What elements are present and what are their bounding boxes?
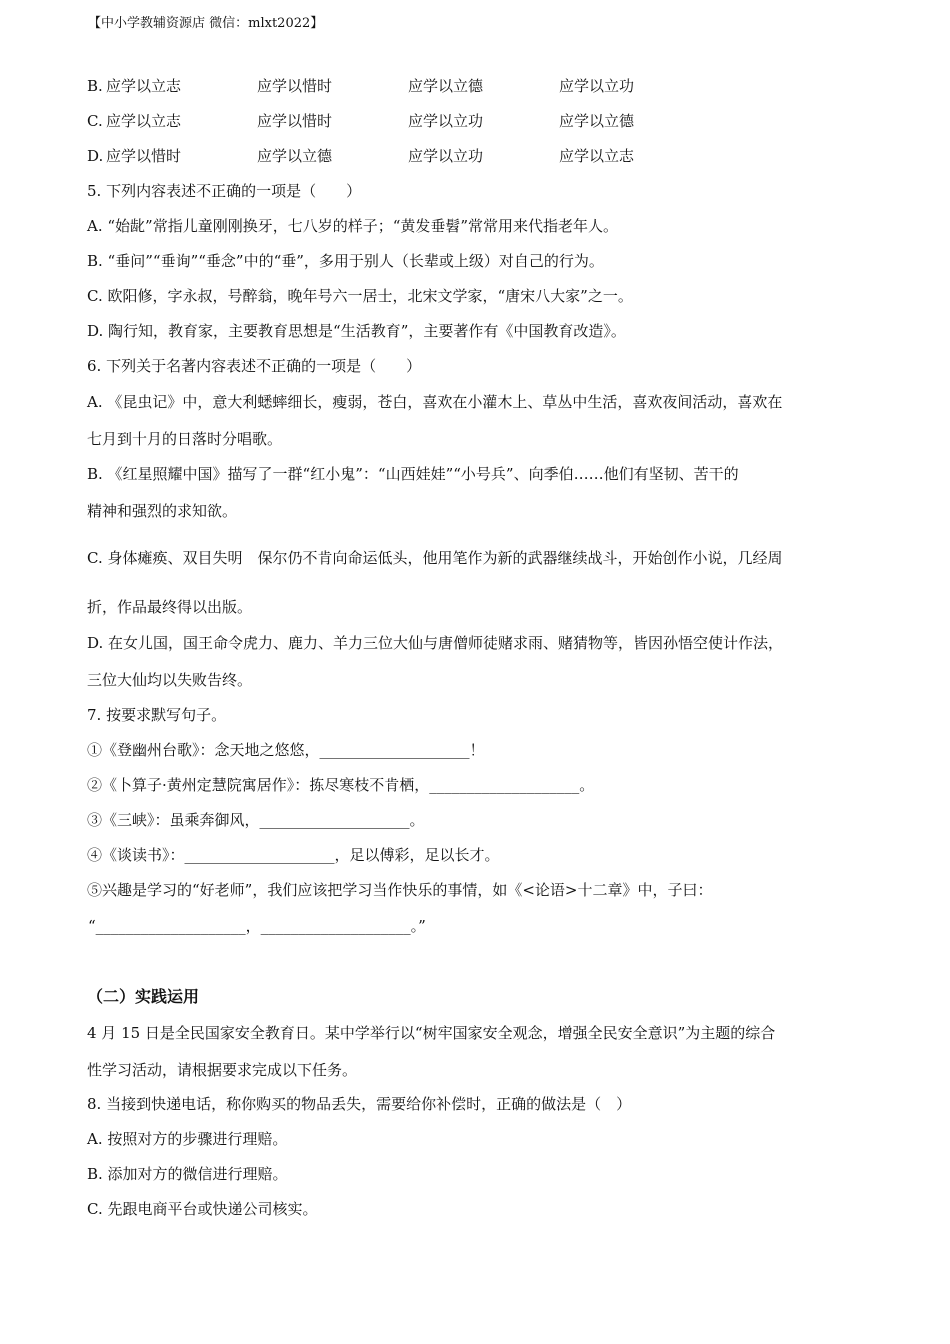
q7-line-3: ③《三峡》：虽乘奔御风，____________________。: [87, 811, 425, 829]
q8-option-c: C. 先跟电商平台或快递公司核实。: [87, 1200, 318, 1218]
q6-option-a-line2: 七月到十月的日落时分唱歌。: [87, 430, 283, 448]
option-item: 应学以立德: [408, 77, 484, 95]
q6-option-d-line2: 三位大仙均以失败告终。: [87, 671, 253, 689]
q7-stem: 7. 按要求默写句子。: [87, 706, 227, 724]
q6-option-a-line1: A. 《昆虫记》中，意大利蟋蟀细长，瘦弱，苍白，喜欢在小灌木上、草丛中生活，喜欢夜间活动，喜欢在: [87, 393, 783, 411]
option-item: 应学以惜时: [257, 77, 333, 95]
option-item: 应学以立德: [559, 112, 635, 130]
q5-option-b: B. “垂问”“垂询”“垂念”中的“垂”，多用于别人（长辈或上级）对自己的行为。: [87, 252, 604, 270]
q6-option-d-line1: D. 在女儿国，国王命令虎力、鹿力、羊力三位大仙与唐僧师徒赌求雨、赌猜物等，皆因孙悟空使计作法，: [87, 634, 784, 652]
section-title: （二）实践运用: [87, 987, 200, 1006]
q6-option-c-line2: 折，作品最终得以出版。: [87, 598, 253, 616]
q7-line-4: ④《谈读书》：____________________，足以傅彩，足以长才。: [87, 846, 500, 864]
option-label: C.: [87, 112, 103, 130]
q6-option-c-line1: C. 身体瘫痪、双目失明 保尔仍不肯向命运低头，他用笔作为新的武器继续战斗，开始创作小说，几经周: [87, 549, 783, 567]
option-label: B.: [87, 77, 103, 95]
q7-line-6: “____________________，____________________。”: [88, 917, 426, 935]
option-item: 应学以立志: [106, 112, 182, 130]
q8-stem: 8. 当接到快递电话，称你购买的物品丢失，需要给你补偿时，正确的做法是（ ）: [87, 1095, 632, 1113]
option-label: D.: [87, 147, 104, 165]
option-item: 应学以立功: [559, 77, 635, 95]
section-intro-line1: 4 月 15 日是全民国家安全教育日。某中学举行以“树牢国家安全观念，增强全民安全意识”为主题的综合: [87, 1024, 776, 1042]
q5-option-c: C. 欧阳修，字永叔，号醉翁，晚年号六一居士，北宋文学家，“唐宋八大家”之一。: [87, 287, 633, 305]
q6-option-b-line2: 精神和强烈的求知欲。: [87, 502, 238, 520]
option-item: 应学以惜时: [257, 112, 333, 130]
option-item: 应学以惜时: [106, 147, 182, 165]
page-header-watermark: 【中小学教辅资源店 微信：mlxt2022】: [88, 16, 324, 31]
option-item: 应学以立志: [559, 147, 635, 165]
option-item: 应学以立德: [257, 147, 333, 165]
q7-line-1: ①《登幽州台歌》：念天地之悠悠，____________________！: [87, 741, 485, 759]
q6-option-b-line1: B. 《红星照耀中国》描写了一群“红小鬼”：“山西娃娃”“小号兵”、向季伯……他们有坚韧、苦干的: [87, 465, 739, 483]
option-item: 应学以立志: [106, 77, 182, 95]
q5-option-d: D. 陶行知，教育家，主要教育思想是“生活教育”，主要著作有《中国教育改造》。: [87, 322, 626, 340]
q5-stem: 5. 下列内容表述不正确的一项是（ ）: [87, 182, 362, 200]
q7-line-5: ⑤兴趣是学习的“好老师”，我们应该把学习当作快乐的事情，如《<论语>十二章》中，子曰：: [87, 881, 713, 899]
section-intro-line2: 性学习活动，请根据要求完成以下任务。: [87, 1061, 358, 1079]
q8-option-a: A. 按照对方的步骤进行理赔。: [87, 1130, 288, 1148]
option-item: 应学以立功: [408, 112, 484, 130]
q5-option-a: A. “始龀”常指儿童刚刚换牙，七八岁的样子；“黄发垂髫”常常用来代指老年人。: [87, 217, 619, 235]
q7-line-2: ②《卜算子·黄州定慧院寓居作》：拣尽寒枝不肯栖，____________________。: [87, 776, 595, 794]
q6-stem: 6. 下列关于名著内容表述不正确的一项是（ ）: [87, 357, 422, 375]
option-item: 应学以立功: [408, 147, 484, 165]
q8-option-b: B. 添加对方的微信进行理赔。: [87, 1165, 288, 1183]
